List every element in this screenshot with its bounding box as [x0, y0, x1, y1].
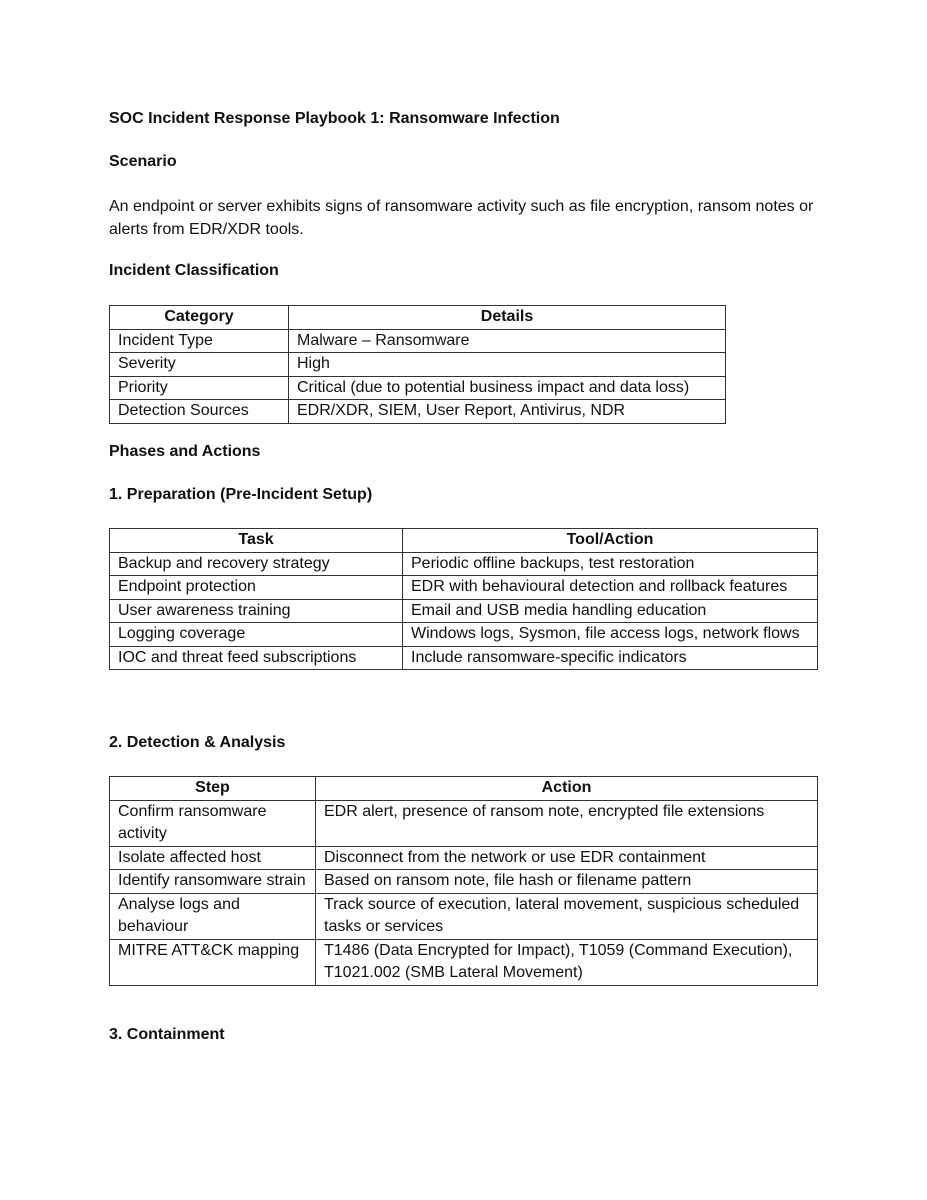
row-label-cell: Incident Type: [110, 329, 289, 353]
row-value-cell: Windows logs, Sysmon, file access logs, network flows: [403, 623, 818, 647]
row-label-cell: Analyse logs and behaviour: [110, 893, 316, 939]
table-row: [110, 599, 818, 623]
row-value-cell: Email and USB media handling education: [403, 599, 818, 623]
table-row: [110, 846, 818, 870]
row-value-cell: EDR with behavioural detection and rollback features: [403, 576, 818, 600]
preparation-heading: 1. Preparation (Pre-Incident Setup): [109, 486, 373, 503]
table-row: [110, 870, 818, 894]
column-header: Tool/Action: [403, 529, 818, 553]
row-value-cell: EDR/XDR, SIEM, User Report, Antivirus, NDR: [289, 400, 726, 424]
column-header: Step: [110, 777, 316, 801]
table-row: [110, 893, 818, 939]
document-title: SOC Incident Response Playbook 1: Ransomware Infection: [109, 110, 560, 127]
column-header: Category: [110, 306, 289, 330]
row-label-cell: Confirm ransomware activity: [110, 800, 316, 846]
row-value-cell: Track source of execution, lateral movement, suspicious scheduled tasks or services: [316, 893, 818, 939]
table-row: [110, 646, 818, 670]
table-header-row: [110, 529, 818, 553]
table-row: [110, 800, 818, 846]
detection-table: [109, 776, 818, 986]
table-header-row: [110, 306, 726, 330]
phases-heading: Phases and Actions: [109, 443, 261, 460]
preparation-table: [109, 528, 818, 670]
classification-table: [109, 305, 726, 424]
column-header: Task: [110, 529, 403, 553]
column-header: Details: [289, 306, 726, 330]
row-label-cell: User awareness training: [110, 599, 403, 623]
table-row: [110, 400, 726, 424]
row-value-cell: Critical (due to potential business impact and data loss): [289, 376, 726, 400]
scenario-heading: Scenario: [109, 153, 177, 170]
row-label-cell: Backup and recovery strategy: [110, 552, 403, 576]
row-label-cell: MITRE ATT&CK mapping: [110, 939, 316, 985]
row-value-cell: Disconnect from the network or use EDR containment: [316, 846, 818, 870]
row-label-cell: Isolate affected host: [110, 846, 316, 870]
detection-heading: 2. Detection & Analysis: [109, 734, 286, 751]
table-row: [110, 376, 726, 400]
row-label-cell: Severity: [110, 353, 289, 377]
row-value-cell: Include ransomware-specific indicators: [403, 646, 818, 670]
column-header: Action: [316, 777, 818, 801]
row-label-cell: Identify ransomware strain: [110, 870, 316, 894]
row-value-cell: EDR alert, presence of ransom note, encrypted file extensions: [316, 800, 818, 846]
table-header-row: [110, 777, 818, 801]
containment-heading: 3. Containment: [109, 1026, 225, 1043]
row-value-cell: Malware – Ransomware: [289, 329, 726, 353]
table-row: [110, 939, 818, 985]
row-value-cell: High: [289, 353, 726, 377]
table-row: [110, 552, 818, 576]
row-label-cell: IOC and threat feed subscriptions: [110, 646, 403, 670]
row-label-cell: Endpoint protection: [110, 576, 403, 600]
scenario-text: An endpoint or server exhibits signs of ransomware activity such as file encryption, ransom notes or alerts from EDR/XDR tools.: [109, 198, 814, 238]
table-row: [110, 576, 818, 600]
row-value-cell: Periodic offline backups, test restoration: [403, 552, 818, 576]
row-label-cell: Logging coverage: [110, 623, 403, 647]
classification-heading: Incident Classification: [109, 262, 279, 279]
table-row: [110, 353, 726, 377]
row-label-cell: Priority: [110, 376, 289, 400]
row-label-cell: Detection Sources: [110, 400, 289, 424]
row-value-cell: T1486 (Data Encrypted for Impact), T1059 (Command Execution), T1021.002 (SMB Lateral Movement): [316, 939, 818, 985]
table-row: [110, 329, 726, 353]
table-row: [110, 623, 818, 647]
row-value-cell: Based on ransom note, file hash or filename pattern: [316, 870, 818, 894]
